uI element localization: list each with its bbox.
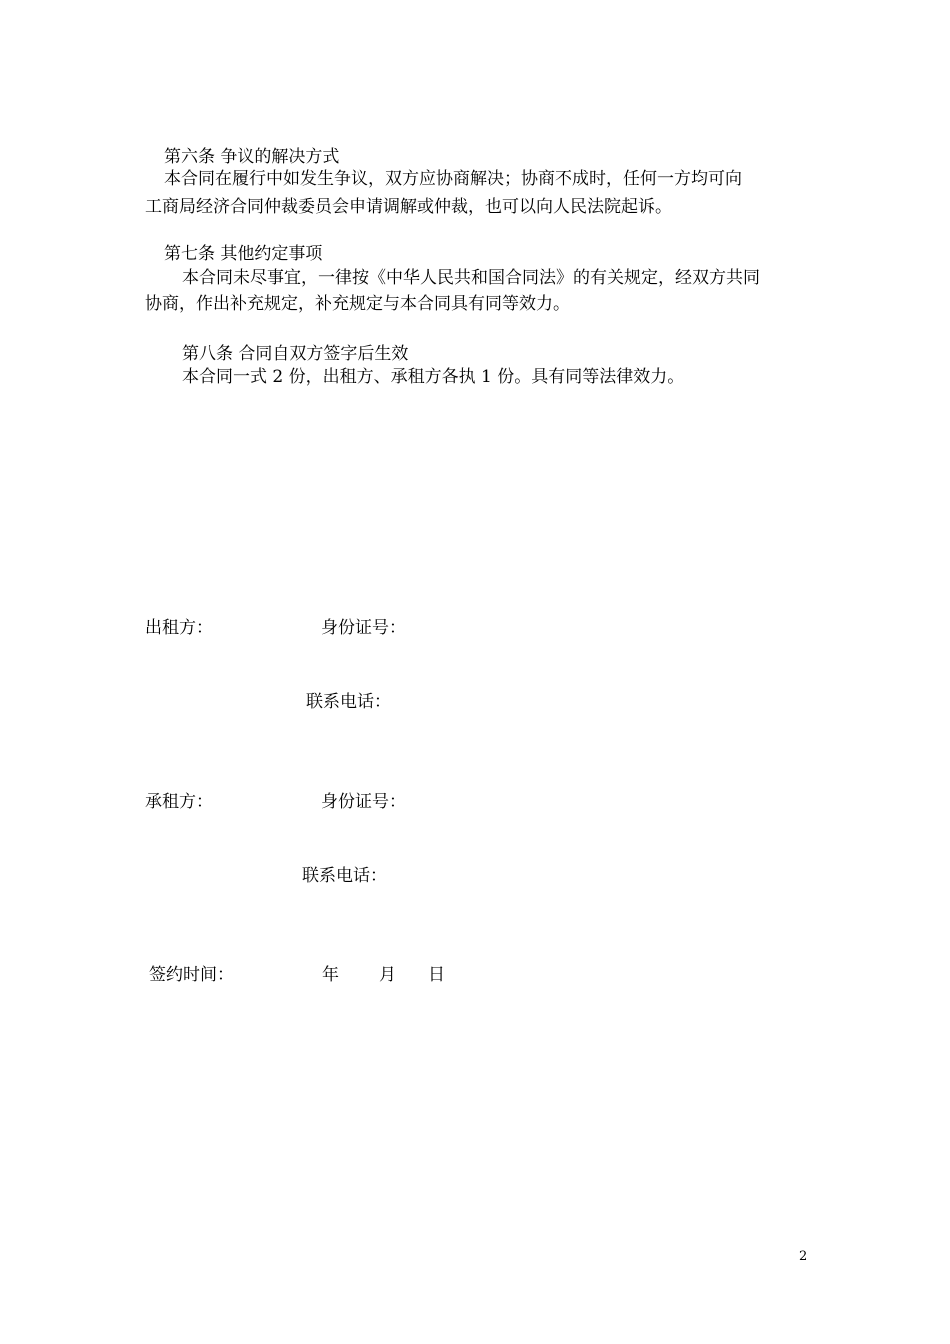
lessee-label: 承租方：: [145, 792, 213, 812]
article-6-line-1: 本合同在履行中如发生争议，双方应协商解决；协商不成时，任何一方均可向: [164, 169, 742, 189]
lessor-phone-label: 联系电话：: [306, 692, 391, 712]
lessor-label: 出租方：: [145, 618, 213, 638]
article-6-line-2: 工商局经济合同仲裁委员会申请调解或仲裁，也可以向人民法院起诉。: [145, 197, 672, 217]
article-7-heading: 第七条 其他约定事项: [164, 244, 323, 264]
lessee-phone-label: 联系电话：: [302, 866, 387, 886]
article-6-heading: 第六条 争议的解决方式: [164, 147, 340, 167]
sign-date-label: 签约时间：: [149, 965, 234, 985]
lessor-id-label: 身份证号：: [321, 618, 406, 638]
article-8-heading: 第八条 合同自双方签字后生效: [182, 344, 409, 364]
article-8-line-1: 本合同一式 2 份，出租方、承租方各执 1 份。具有同等法律效力。: [182, 367, 685, 387]
day-label: 日: [428, 965, 445, 985]
page-number: 2: [799, 1249, 808, 1264]
year-label: 年: [322, 965, 339, 985]
month-label: 月: [379, 965, 396, 985]
lessee-id-label: 身份证号：: [321, 792, 406, 812]
article-7-line-2: 协商，作出补充规定，补充规定与本合同具有同等效力。: [145, 294, 570, 314]
article-7-line-1: 本合同未尽事宜，一律按《中华人民共和国合同法》的有关规定，经双方共同: [182, 268, 760, 288]
